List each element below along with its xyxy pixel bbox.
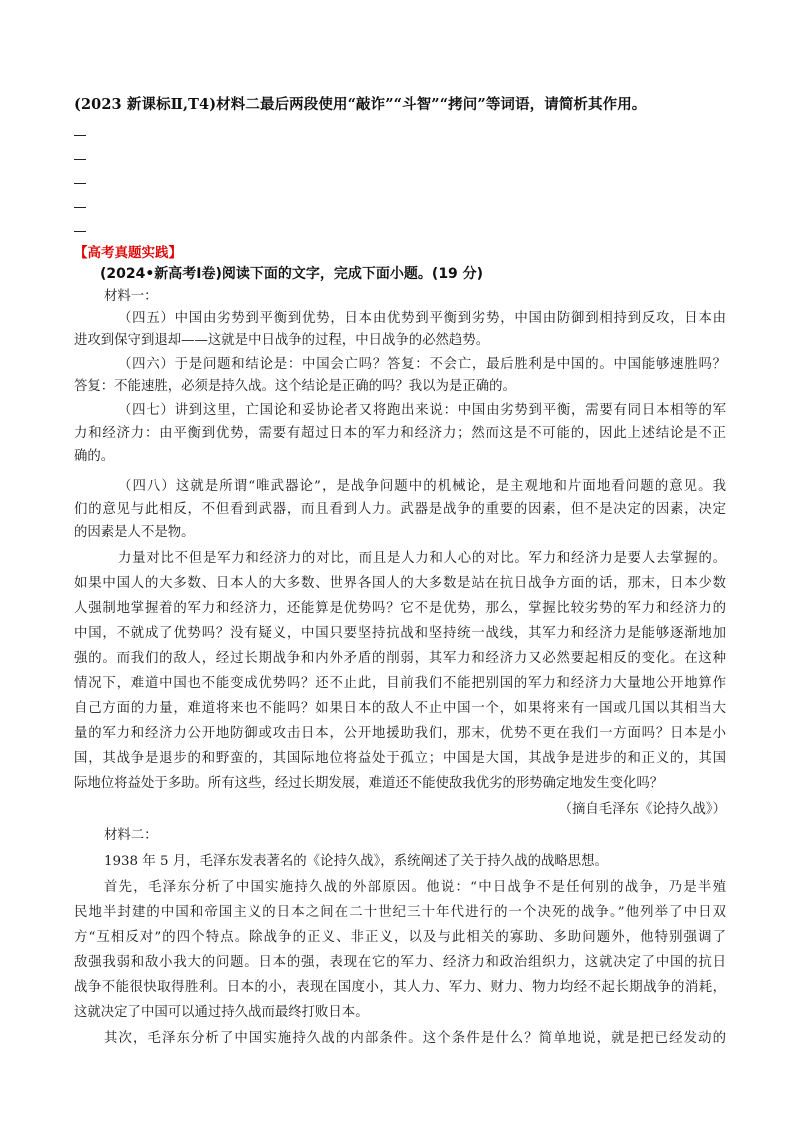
paragraph-line: （四七）讲到这里，亡国论和妥协论者又将跑出来说：中国由劣势到平衡，需要有同日本相等的军 [118, 403, 726, 418]
paragraph-line: 强的。而我们的敌人，经过长期战争和内外矛盾的削弱，其军力和经济力又必然要起相反的变化。在这种 [74, 651, 726, 666]
paragraph-line: 1938 年 5 月，毛泽东发表著名的《论持久战》，系统阐述了关于持久战的战略思想。 [104, 854, 608, 869]
paragraph-line: 国，其战争是退步的和野蛮的，其国际地位将益处于孤立；中国是大国，其战争是进步的和正义的，其国 [74, 751, 726, 766]
paragraph-line: 这就决定了中国可以通过持久战而最终打败日本。 [74, 1005, 369, 1020]
exam-header: (2024•新高考Ⅰ卷)阅读下面的文字，完成下面小题。(19 分) [100, 266, 484, 282]
answer-blank-line[interactable] [74, 183, 86, 184]
section-tag: 【高考真题实践】 [74, 245, 182, 261]
paragraph-line: 确的。 [74, 449, 115, 464]
paragraph-line: 们的意见与此相反，不但看到武器，而且看到人力。武器是战争的重要的因素，但不是决定的因素，决定 [74, 502, 726, 517]
paragraph-line: 情况下，难道中国也不能变成优势吗？还不止此，目前我们不能把别国的军力和经济力大量地公开地算作 [74, 676, 726, 691]
question-header: (2023 新课标Ⅱ,T4)材料二最后两段使用“敲诈”“斗智”“拷问”等词语，请简析其作用。 [74, 96, 647, 113]
material-label: 材料一： [104, 289, 158, 304]
answer-blank-line[interactable] [74, 135, 86, 136]
paragraph-line: 力和经济力：由平衡到优势，需要有超过日本的军力和经济力；然而这是不可能的，因此上述结论是不正 [74, 426, 726, 441]
answer-blank-line[interactable] [74, 231, 86, 232]
material-label: 材料二： [104, 828, 158, 843]
paragraph-line: 力量对比不但是军力和经济力的对比，而且是人力和人心的对比。军力和经济力是要人去掌握的。 [118, 551, 726, 566]
answer-blank-line[interactable] [74, 159, 86, 160]
answer-blank-line[interactable] [74, 207, 86, 208]
paragraph-line: （四六）于是问题和结论是：中国会亡吗？答复：不会亡，最后胜利是中国的。中国能够速胜吗？ [118, 357, 726, 372]
paragraph-line: 首先，毛泽东分析了中国实施持久战的外部原因。他说：“中日战争不是任何别的战争，乃是半殖 [104, 880, 726, 895]
paragraph-line: 战争不能很快取得胜利。日本的小，表现在国度小，其人力、军力、财力、物力均经不起长期战争的消耗， [74, 980, 726, 995]
paragraph-line: 方“互相反对”的四个特点。除战争的正义、非正义，以及与此相关的寡助、多助问题外，他特别强调了 [74, 930, 726, 945]
paragraph-line: 其次，毛泽东分析了中国实施持久战的内部条件。这个条件是什么？简单地说，就是把已经发动的 [104, 1031, 726, 1046]
paragraph-line: 际地位将益处于多助。所有这些，经过长期发展，难道还不能使敌我优劣的形势确定地发生变化吗？ [74, 776, 664, 791]
paragraph-line: 人强制地掌握着的军力和经济力，还能算是优势吗？它不是优势，那么，掌握比较劣势的军力和经济力的 [74, 601, 726, 616]
paragraph-line: 量的军力和经济力公开地防御或攻击日本，公开地援助我们，那末，优势不更在我们一方面吗？日本是小 [74, 726, 726, 741]
paragraph-line: （四五）中国由劣势到平衡到优势，日本由优势到平衡到劣势，中国由防御到相持到反攻，日本由 [118, 311, 726, 326]
paragraph-line: 敌强我弱和敌小我大的问题。日本的强，表现在它的军力、经济力和政治组织力，这就决定了中国的抗日 [74, 955, 726, 970]
paragraph-line: 民地半封建的中国和帝国主义的日本之间在二十世纪三十年代进行的一个决死的战争。”他列举了中日双 [74, 905, 726, 920]
paragraph-line: （四八）这就是所谓“唯武器论”，是战争问题中的机械论，是主观地和片面地看问题的意见。我 [118, 479, 726, 494]
paragraph-line: 进攻到保守到退却——这就是中日战争的过程，中日战争的必然趋势。 [74, 333, 490, 348]
paragraph-line: 自己方面的力量，难道将来也不能吗？如果日本的敌人不止中国一个，如果将来有一国或几国以其相当大 [74, 701, 726, 716]
paragraph-line: 中国，不就成了优势吗？没有疑义，中国只要坚持抗战和坚持统一战线，其军力和经济力是能够逐渐地加 [74, 626, 726, 641]
source-citation: （摘自毛泽东《论持久战》） [558, 802, 726, 817]
paragraph-line: 如果中国人的大多数、日本人的大多数、世界各国人的大多数是站在抗日战争方面的话，那末，日本少数 [74, 576, 726, 591]
paragraph-line: 的因素是人不是物。 [74, 525, 195, 540]
paragraph-line: 答复：不能速胜，必须是持久战。这个结论是正确的吗？我以为是正确的。 [74, 379, 516, 394]
